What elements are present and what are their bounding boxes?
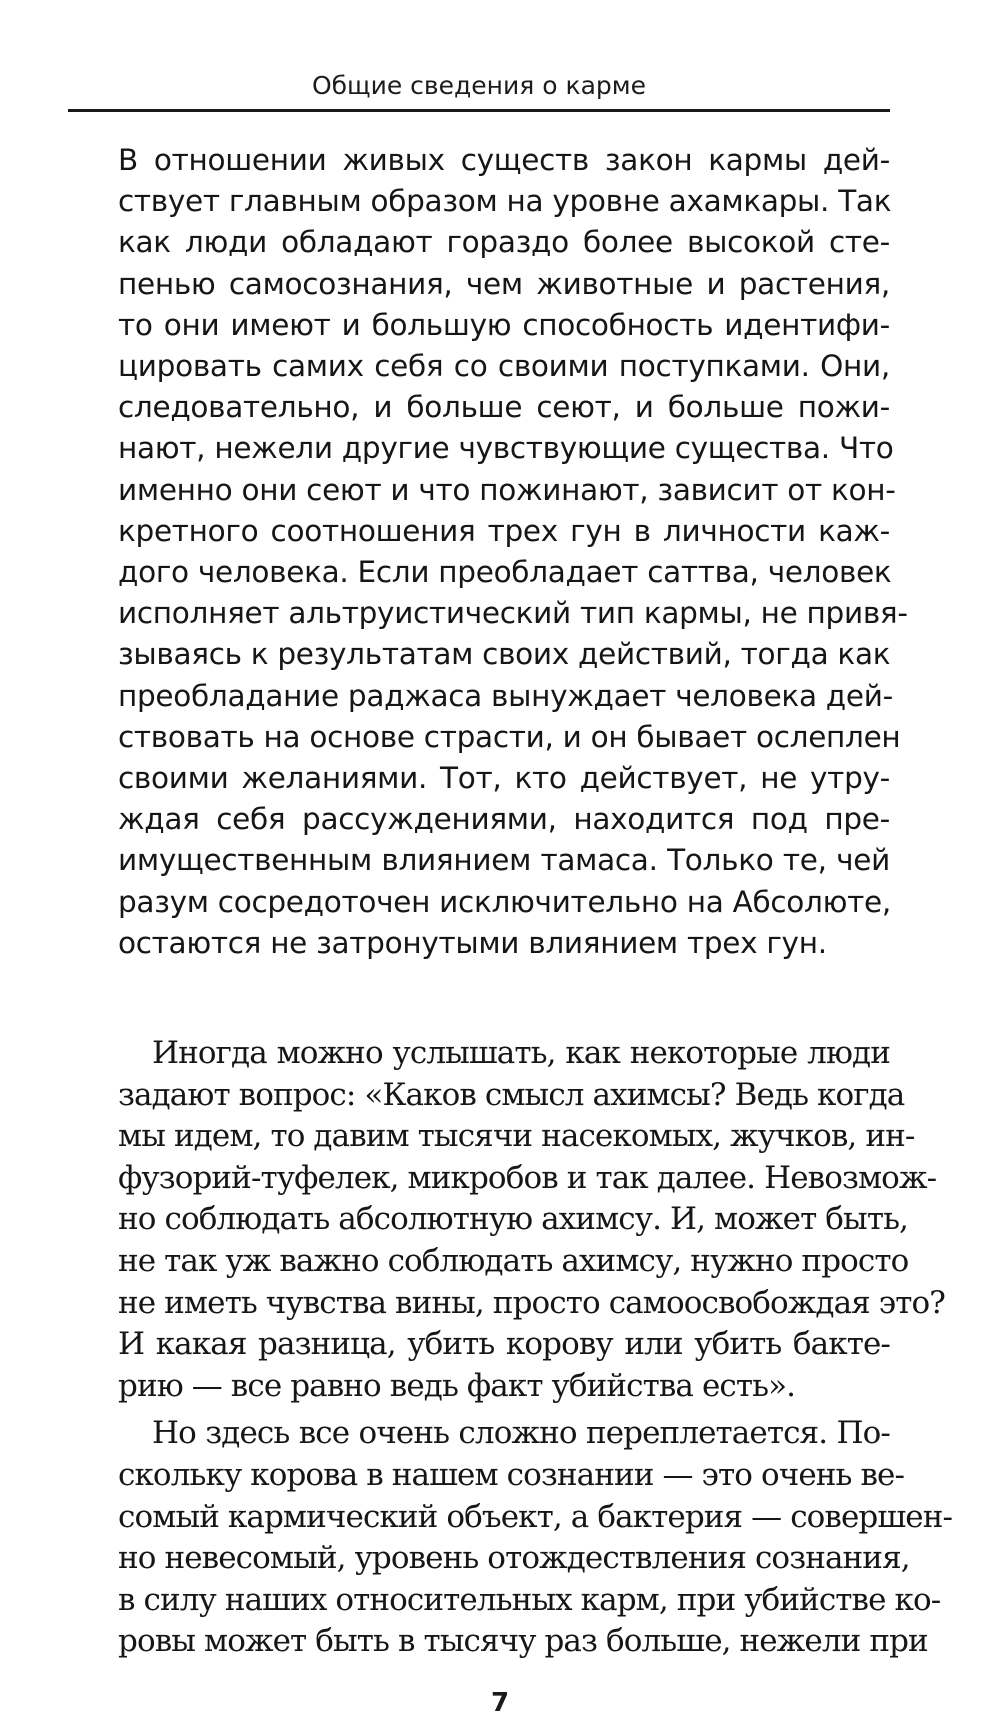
highlighted-passage xyxy=(118,140,908,964)
text-line: пенью самосознания, чем животные и растения, xyxy=(118,266,890,301)
text-line: не так уж важно соблюдать ахимсу, нужно просто xyxy=(118,1242,909,1279)
text-line: следовательно, и больше сеют, и больше пожи- xyxy=(118,390,890,425)
text-line: своими желаниями. Тот, кто действует, не утру- xyxy=(118,761,890,796)
text-line: ждая себя рассуждениями, находится под пре- xyxy=(118,802,890,837)
text-line: В отношении живых существ закон кармы дей- xyxy=(118,143,890,177)
running-header: Общие сведения о карме xyxy=(68,66,890,112)
text-line: разум сосредоточен исключительно на Абсолюте, xyxy=(118,884,891,919)
text-line: задают вопрос: «Каков смысл ахимсы? Ведь когда xyxy=(118,1076,905,1113)
body-text xyxy=(118,1033,953,1663)
text-line: мы идем, то давим тысячи насекомых, жучков, ин- xyxy=(118,1118,915,1155)
text-line: не иметь чувства вины, просто самоосвобождая это? xyxy=(118,1284,945,1321)
text-line: нают, нежели другие чувствующие существа. Что xyxy=(118,431,894,466)
text-line: именно они сеют и что пожинают, зависит от кон- xyxy=(118,472,896,507)
text-line: цировать самих себя со своими поступками. Они, xyxy=(118,349,890,384)
text-line: ровы может быть в тысячу раз больше, нежели при xyxy=(118,1623,928,1660)
text-line: остаются не затронутыми влиянием трех гун. xyxy=(118,925,827,960)
text-line: Иногда можно услышать, как некоторые люди xyxy=(152,1035,890,1071)
text-line: дого человека. Если преобладает саттва, человек xyxy=(118,555,892,590)
paragraph xyxy=(118,1413,953,1663)
paragraph xyxy=(118,1033,945,1407)
text-line: ствовать на основе страсти, и он бывает ослеплен xyxy=(118,719,901,754)
text-line: как люди обладают гораздо более высокой сте- xyxy=(118,225,890,260)
text-line: в силу наших относительных карм, при убийстве ко- xyxy=(118,1581,941,1618)
text-line: сомый кармический объект, а бактерия — совершен- xyxy=(118,1498,953,1535)
text-line: исполняет альтруистический тип кармы, не привя- xyxy=(118,596,908,631)
text-line: Но здесь все очень сложно переплетается. По- xyxy=(152,1415,890,1452)
text-line: зываясь к результатам своих действий, тогда как xyxy=(118,637,891,672)
text-line: ствует главным образом на уровне ахамкары. Так xyxy=(118,184,892,219)
text-line: фузорий-туфелек, микробов и так далее. Невозмож- xyxy=(118,1159,937,1196)
text-line: рию — все равно ведь факт убийства есть». xyxy=(118,1367,796,1404)
text-line: преобладание раджаса вынуждает человека дей- xyxy=(118,678,893,713)
page-number: 7 xyxy=(490,1688,510,1718)
text-line: но соблюдать абсолютную ахимсу. И, может быть, xyxy=(118,1201,908,1238)
text-line: но невесомый, уровень отождествления сознания, xyxy=(118,1540,910,1577)
text-line: скольку корова в нашем сознании — это очень ве- xyxy=(118,1456,905,1493)
text-line: И какая разница, убить корову или убить бакте- xyxy=(118,1326,890,1363)
text-line: имущественным влиянием тамаса. Только те, чей xyxy=(118,843,890,878)
text-line: то они имеют и большую способность идентифи- xyxy=(118,307,890,342)
text-line: кретного соотношения трех гун в личности каж- xyxy=(118,513,890,548)
